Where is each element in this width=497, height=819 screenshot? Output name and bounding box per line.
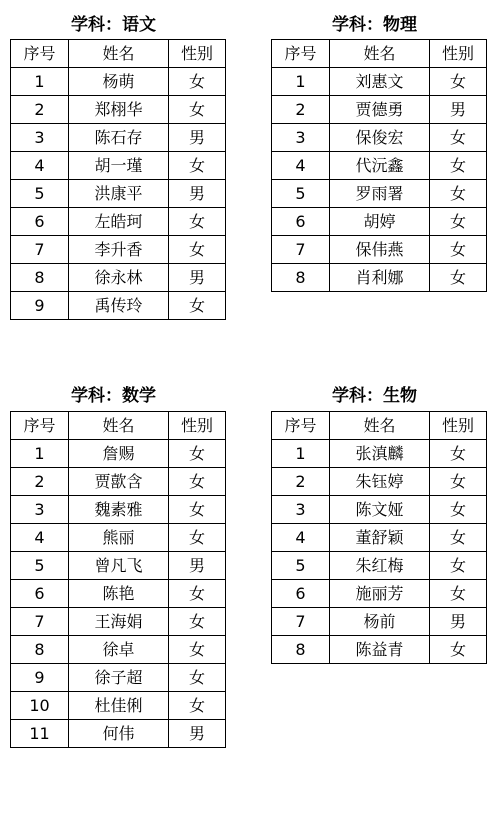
row-num: 9 — [11, 664, 69, 692]
student-gender: 女 — [430, 440, 487, 468]
table-row — [11, 496, 226, 524]
table-row — [11, 180, 226, 208]
row-num: 1 — [272, 440, 330, 468]
table-row — [11, 292, 226, 320]
header-num: 序号 — [11, 40, 69, 68]
student-gender: 女 — [430, 152, 487, 180]
student-gender: 女 — [430, 552, 487, 580]
header-gender: 性别 — [169, 412, 226, 440]
section-title: 学科：数学 — [71, 386, 156, 406]
student-name: 董舒颖 — [330, 524, 430, 552]
row-num: 8 — [11, 636, 69, 664]
student-gender: 女 — [430, 124, 487, 152]
student-gender: 女 — [169, 152, 226, 180]
table-row — [272, 180, 487, 208]
row-num: 3 — [272, 124, 330, 152]
table-header-row — [11, 40, 226, 68]
table-row — [272, 208, 487, 236]
table-row — [272, 152, 487, 180]
row-num: 2 — [11, 468, 69, 496]
row-num: 3 — [272, 496, 330, 524]
student-gender: 女 — [169, 96, 226, 124]
row-num: 7 — [272, 608, 330, 636]
row-num: 6 — [11, 580, 69, 608]
row-num: 5 — [11, 180, 69, 208]
row-num: 8 — [272, 264, 330, 292]
table-row — [272, 124, 487, 152]
student-name: 陈益青 — [330, 636, 430, 664]
student-gender: 女 — [430, 208, 487, 236]
table-header-row — [11, 412, 226, 440]
header-gender: 性别 — [430, 412, 487, 440]
table-row — [11, 664, 226, 692]
row-num: 5 — [272, 180, 330, 208]
student-name: 张滇麟 — [330, 440, 430, 468]
row-num: 9 — [11, 292, 69, 320]
table-row — [272, 236, 487, 264]
student-gender: 男 — [169, 264, 226, 292]
student-name: 左皓珂 — [69, 208, 169, 236]
row-num: 1 — [272, 68, 330, 96]
student-gender: 女 — [169, 236, 226, 264]
table-row — [11, 636, 226, 664]
roster-table — [271, 411, 487, 664]
row-num: 11 — [11, 720, 69, 748]
table-row — [272, 264, 487, 292]
student-name: 代沅鑫 — [330, 152, 430, 180]
table-row — [272, 440, 487, 468]
student-gender: 女 — [430, 68, 487, 96]
row-num: 2 — [272, 468, 330, 496]
student-gender: 男 — [169, 720, 226, 748]
row-num: 10 — [11, 692, 69, 720]
student-name: 魏素雅 — [69, 496, 169, 524]
table-row — [11, 264, 226, 292]
header-name: 姓名 — [69, 412, 169, 440]
student-gender: 女 — [169, 496, 226, 524]
row-num: 4 — [11, 524, 69, 552]
student-gender: 女 — [169, 292, 226, 320]
student-name: 施丽芳 — [330, 580, 430, 608]
row-num: 2 — [272, 96, 330, 124]
table-row — [11, 608, 226, 636]
row-num: 7 — [272, 236, 330, 264]
table-row — [11, 236, 226, 264]
student-gender: 女 — [169, 68, 226, 96]
student-gender: 女 — [169, 468, 226, 496]
student-name: 杜佳俐 — [69, 692, 169, 720]
table-row — [11, 124, 226, 152]
roster-table — [10, 39, 226, 320]
student-gender: 女 — [169, 664, 226, 692]
table-row — [11, 68, 226, 96]
table-row — [11, 524, 226, 552]
header-gender: 性别 — [430, 40, 487, 68]
table-row — [272, 608, 487, 636]
row-num: 6 — [11, 208, 69, 236]
table-row — [11, 468, 226, 496]
student-name: 禹传玲 — [69, 292, 169, 320]
student-name: 李升香 — [69, 236, 169, 264]
table-row — [11, 580, 226, 608]
section-title: 学科：生物 — [332, 386, 417, 406]
student-gender: 男 — [169, 552, 226, 580]
row-num: 4 — [272, 152, 330, 180]
table-row — [272, 468, 487, 496]
row-num: 4 — [272, 524, 330, 552]
student-name: 陈石存 — [69, 124, 169, 152]
student-gender: 女 — [430, 496, 487, 524]
student-name: 曾凡飞 — [69, 552, 169, 580]
student-name: 保俊宏 — [330, 124, 430, 152]
student-name: 朱红梅 — [330, 552, 430, 580]
table-row — [11, 692, 226, 720]
student-name: 徐子超 — [69, 664, 169, 692]
table-row — [272, 552, 487, 580]
row-num: 5 — [11, 552, 69, 580]
row-num: 6 — [272, 580, 330, 608]
table-row — [11, 96, 226, 124]
student-gender: 女 — [169, 440, 226, 468]
roster-table — [10, 411, 226, 748]
header-gender: 性别 — [169, 40, 226, 68]
student-name: 郑栩华 — [69, 96, 169, 124]
row-num: 7 — [11, 236, 69, 264]
student-gender: 女 — [169, 608, 226, 636]
table-row — [11, 152, 226, 180]
row-num: 3 — [11, 124, 69, 152]
row-num: 5 — [272, 552, 330, 580]
student-gender: 男 — [430, 608, 487, 636]
student-name: 贾德勇 — [330, 96, 430, 124]
section-title: 学科：语文 — [71, 15, 156, 35]
table-row — [272, 580, 487, 608]
student-name: 徐卓 — [69, 636, 169, 664]
student-name: 陈艳 — [69, 580, 169, 608]
student-gender: 女 — [430, 580, 487, 608]
student-name: 保伟燕 — [330, 236, 430, 264]
table-row — [11, 552, 226, 580]
header-num: 序号 — [272, 40, 330, 68]
student-gender: 女 — [430, 636, 487, 664]
student-gender: 男 — [169, 180, 226, 208]
student-name: 王海娟 — [69, 608, 169, 636]
section-title: 学科：物理 — [332, 15, 417, 35]
student-name: 胡一瑾 — [69, 152, 169, 180]
student-gender: 女 — [169, 524, 226, 552]
row-num: 6 — [272, 208, 330, 236]
row-num: 3 — [11, 496, 69, 524]
header-num: 序号 — [272, 412, 330, 440]
student-gender: 女 — [430, 264, 487, 292]
student-name: 杨萌 — [69, 68, 169, 96]
row-num: 4 — [11, 152, 69, 180]
student-gender: 女 — [430, 180, 487, 208]
header-num: 序号 — [11, 412, 69, 440]
student-gender: 女 — [169, 636, 226, 664]
student-gender: 男 — [169, 124, 226, 152]
student-gender: 女 — [430, 236, 487, 264]
student-name: 罗雨署 — [330, 180, 430, 208]
student-gender: 男 — [430, 96, 487, 124]
student-name: 肖利娜 — [330, 264, 430, 292]
table-header-row — [272, 412, 487, 440]
student-gender: 女 — [430, 468, 487, 496]
student-name: 朱钰婷 — [330, 468, 430, 496]
student-gender: 女 — [169, 580, 226, 608]
header-name: 姓名 — [69, 40, 169, 68]
student-name: 刘惠文 — [330, 68, 430, 96]
student-name: 何伟 — [69, 720, 169, 748]
row-num: 1 — [11, 68, 69, 96]
student-gender: 女 — [430, 524, 487, 552]
student-name: 胡婷 — [330, 208, 430, 236]
row-num: 2 — [11, 96, 69, 124]
table-row — [11, 440, 226, 468]
student-name: 贾歖含 — [69, 468, 169, 496]
student-name: 詹赐 — [69, 440, 169, 468]
student-name: 杨前 — [330, 608, 430, 636]
table-header-row — [272, 40, 487, 68]
student-gender: 女 — [169, 692, 226, 720]
table-row — [11, 208, 226, 236]
header-name: 姓名 — [330, 412, 430, 440]
row-num: 7 — [11, 608, 69, 636]
student-gender: 女 — [169, 208, 226, 236]
table-row — [272, 524, 487, 552]
student-name: 洪康平 — [69, 180, 169, 208]
table-row — [272, 636, 487, 664]
student-name: 熊丽 — [69, 524, 169, 552]
row-num: 8 — [11, 264, 69, 292]
table-row — [272, 496, 487, 524]
header-name: 姓名 — [330, 40, 430, 68]
table-row — [11, 720, 226, 748]
row-num: 8 — [272, 636, 330, 664]
row-num: 1 — [11, 440, 69, 468]
table-row — [272, 68, 487, 96]
student-name: 陈文娅 — [330, 496, 430, 524]
table-row — [272, 96, 487, 124]
roster-table — [271, 39, 487, 292]
student-name: 徐永林 — [69, 264, 169, 292]
